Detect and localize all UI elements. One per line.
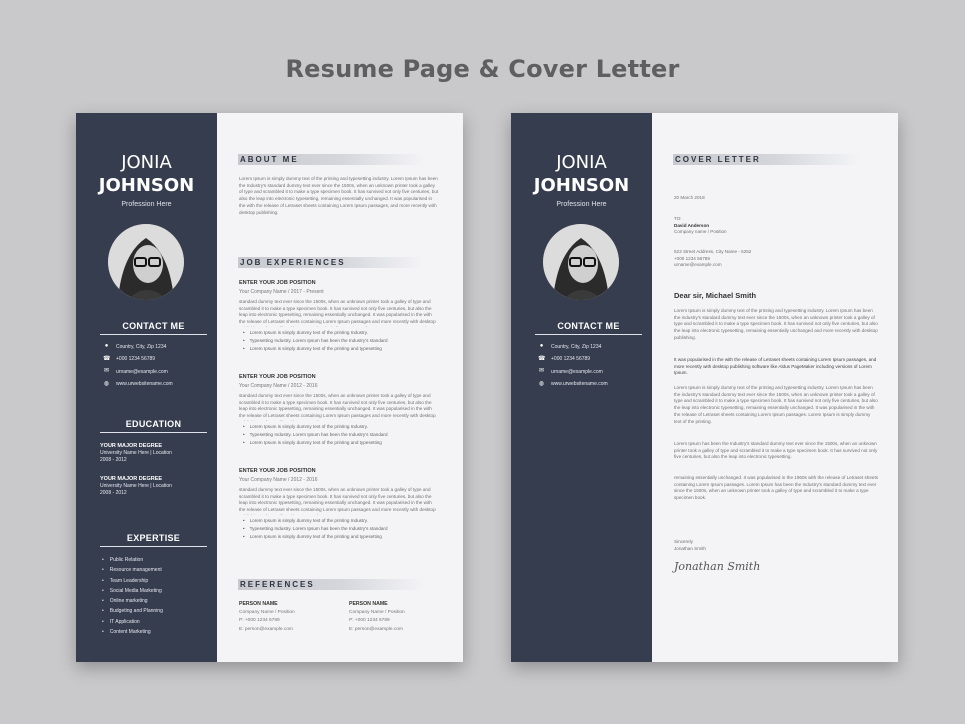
phone-icon: ☎ bbox=[538, 355, 546, 362]
job-bullet: • Lorem Ipsum is simply dummy text of the printing and typesetting bbox=[243, 345, 388, 353]
closing: Sincerely bbox=[674, 539, 693, 544]
email-icon: ✉ bbox=[538, 368, 545, 374]
contact-item bbox=[538, 381, 608, 388]
contact-text: urname@example.com bbox=[551, 368, 603, 375]
expertise-heading: EXPERTISE bbox=[100, 533, 207, 547]
profile-photo bbox=[543, 224, 619, 300]
job-bullets bbox=[243, 329, 388, 354]
letter-paragraph: Lorem Ipsum has been the Industry's standard dummy text ever since the 1500s, when an unknown printer took a galley of type and scrambled it to make a type specimen book. It has survived not only five centuries, but also the leap into electronic typesetting. bbox=[674, 441, 878, 460]
expertise-item: • Online marketing bbox=[102, 596, 163, 606]
profession: Profession Here bbox=[121, 201, 172, 208]
degree: YOUR MAJOR DEGREE bbox=[100, 443, 163, 449]
job-bullet: • Lorem Ipsum is simply dummy text of the printing Industry. bbox=[243, 329, 388, 337]
contact-text: Country, City, Zip 1234 bbox=[551, 343, 602, 350]
resume-main bbox=[217, 113, 463, 662]
resume-page bbox=[76, 113, 463, 662]
education-item bbox=[100, 443, 172, 464]
job-bullet: • Typesetting Industry. Lorem Ipsum has been the Industry's standard bbox=[243, 431, 388, 439]
location-pin-icon: ● bbox=[539, 343, 544, 349]
expertise-item: • Budgeting and Planning bbox=[102, 606, 163, 616]
job-description: standard dummy text ever since the 1500s, when an unknown printer took a galley of type and scrambled it to make a type specimen book. It has survived not only five centuries, but also the leap into electronic typesetting, remaining essentially unchanged. It was popularised in the with the release of Letraset sheets containing Lorem Ipsum passages and more recently with desktop bbox=[239, 299, 436, 325]
recipient-company: Company name / Position bbox=[674, 229, 727, 235]
profession: Profession Here bbox=[556, 201, 607, 208]
email-icon: ✉ bbox=[103, 368, 110, 374]
cover-heading: COVER LETTER bbox=[673, 154, 859, 165]
profile-photo bbox=[108, 224, 184, 300]
reference-email: E: person@example.com bbox=[239, 626, 293, 632]
contact-text: +000 1234 56789 bbox=[551, 356, 591, 362]
about-heading: ABOUT ME bbox=[238, 154, 424, 165]
contact-text: +000 1234 56789 bbox=[116, 356, 156, 362]
reference-phone: P: +000 1234 6789 bbox=[349, 618, 390, 623]
education-heading: EDUCATION bbox=[100, 419, 207, 433]
expertise-item: • Content Marketing bbox=[102, 627, 163, 637]
references-heading: REFERENCES bbox=[238, 579, 424, 590]
name-block bbox=[511, 151, 652, 197]
contact-text: urname@example.com bbox=[116, 368, 168, 375]
expertise-item: • Resource management bbox=[102, 565, 163, 575]
globe-icon: ◍ bbox=[103, 380, 110, 387]
letter-date: 20 March 2018 bbox=[674, 195, 705, 200]
greeting: Dear sir, Michael Smith bbox=[674, 291, 757, 300]
expertise-item: • Social Media Marketing bbox=[102, 586, 163, 596]
contact-item bbox=[538, 343, 601, 350]
signature: Jonathan Smith bbox=[674, 560, 761, 573]
phone-icon: ☎ bbox=[103, 355, 111, 362]
jobs-heading: JOB EXPERIENCES bbox=[238, 257, 424, 268]
globe-icon: ◍ bbox=[538, 380, 545, 387]
letter-paragraph: remaining essentially unchanged. It was popularised in the 1960s with the release of Letraset sheets containing Lorem Ipsum passages. Lorem Ipsum has been the Industry's standard dummy text ever since the 1500s, when an unknown printer took a galley of type and scrambled it to make a type specimen book. bbox=[674, 475, 879, 501]
years: 2008 - 2012 bbox=[100, 490, 127, 496]
job-bullet: • Lorem Ipsum is simply dummy text of the printing Industry. bbox=[243, 517, 388, 525]
address-phone: +000 1234 56789 bbox=[674, 255, 710, 261]
cover-letter-page bbox=[511, 113, 898, 662]
reference-email: E: person@example.com bbox=[349, 626, 403, 632]
job-bullets bbox=[243, 517, 388, 542]
page-title: Resume Page & Cover Letter bbox=[285, 55, 680, 83]
school: University Name Here | Location bbox=[100, 483, 172, 489]
address-email: urname@example.com bbox=[674, 262, 722, 268]
expertise-list bbox=[102, 555, 163, 637]
last-name: JOHNSON bbox=[98, 175, 195, 196]
contact-item bbox=[538, 368, 603, 375]
job-company: Your Company Name / 2017 - Present bbox=[239, 289, 324, 295]
about-text: Lorem Ipsum is simply dummy text of the printing and typesetting industry. Lorem Ipsum has been the Industry's standard dummy text ever since the 1500s, when an unknown printer took a galley of type and scrambled it to make a type specimen book. It has survived not only five centuries, but also the leap into electronic typesetting, remaining essentially unchanged. It was popularised in the with the release of Letraset sheets containing Lorem Ipsum passages, and more recently with desktop publishing. bbox=[239, 176, 439, 215]
contact-item bbox=[538, 356, 590, 363]
job-description: standard dummy text ever since the 1500s, when an unknown printer took a galley of type and scrambled it to make a type specimen book. It has survived not only five centuries, but also the leap into electronic typesetting, remaining essentially unchanged. It was popularised in the with the release of Letraset sheets containing Lorem Ipsum passages and more recently with desktop bbox=[239, 487, 436, 513]
address-line: 523 Street Address, City Name - 5252 bbox=[674, 249, 752, 254]
expertise-item: • Public Relation bbox=[102, 555, 163, 565]
degree: YOUR MAJOR DEGREE bbox=[100, 476, 163, 482]
resume-sidebar bbox=[76, 113, 217, 662]
contact-item bbox=[103, 381, 173, 388]
reference-name: PERSON NAME bbox=[239, 601, 278, 607]
first-name: JONIA bbox=[556, 152, 607, 173]
years: 2008 - 2012 bbox=[100, 457, 127, 463]
last-name: JOHNSON bbox=[533, 175, 630, 196]
reference-item bbox=[349, 600, 405, 634]
contact-heading: CONTACT ME bbox=[100, 321, 207, 335]
school: University Name Here | Location bbox=[100, 450, 172, 456]
cover-sidebar bbox=[511, 113, 652, 662]
letter-paragraph: Lorem Ipsum is simply dummy text of the printing and typesetting industry. Lorem Ipsum has been the industry's standard dummy text ever since the 1500s, when an unknown printer took a galley of type and scrambled it to make a type specimen book. It has survived not only five centuries, but also the leap into electronic typesetting, remaining essentially unchanged and more recently with desktop publishing. bbox=[674, 308, 878, 340]
reference-company: Company Name / Position bbox=[349, 609, 405, 615]
reference-phone: P: +000 1234 6789 bbox=[239, 618, 280, 623]
location-pin-icon: ● bbox=[104, 343, 109, 349]
letter-paragraph: Lorem Ipsum is simply dummy text of the printing and typesetting industry. Lorem Ipsum has been the industry's standard dummy text ever since the 1500s, when an unknown printer took a galley of type and scrambled it to make a type specimen book. It has survived not only five centuries, but also the leap into electronic typesetting, remaining essentially unchanged. It was popularised in the with the release of Letraset sheets containing Lorem Ipsum passages. Lorem Ipsum is simply dummy text of the printing. bbox=[674, 385, 878, 424]
job-bullet: • Lorem Ipsum is simply dummy text of the printing and typesetting bbox=[243, 439, 388, 447]
name-block bbox=[76, 151, 217, 197]
job-bullet: • Lorem Ipsum is simply dummy text of the printing and typesetting bbox=[243, 533, 388, 541]
job-bullet: • Typesetting Industry. Lorem Ipsum has been the Industry's standard bbox=[243, 337, 388, 345]
expertise-item: • IT Application bbox=[102, 617, 163, 627]
contact-item bbox=[103, 368, 168, 375]
job-company: Your Company Name / 2012 - 2016 bbox=[239, 477, 318, 483]
job-company: Your Company Name / 2012 - 2016 bbox=[239, 383, 318, 389]
job-bullet: • Lorem Ipsum is simply dummy text of the printing Industry. bbox=[243, 423, 388, 431]
job-bullet: • Typesetting Industry. Lorem Ipsum has been the Industry's standard bbox=[243, 525, 388, 533]
education-item bbox=[100, 476, 172, 497]
reference-company: Company Name / Position bbox=[239, 609, 295, 615]
closing-name: Jonathan Smith bbox=[674, 545, 706, 551]
contact-item bbox=[103, 356, 155, 363]
reference-name: PERSON NAME bbox=[349, 601, 388, 607]
contact-heading: CONTACT ME bbox=[535, 321, 642, 335]
letter-paragraph-bold: It was popularised in the with the release of Letraset sheets containing Lorem Ipsum passages, and more recently with desktop publishing software like Aldus PageMaker including versions of Lorem Ipsum. bbox=[674, 357, 877, 376]
job-bullets bbox=[243, 423, 388, 448]
reference-item bbox=[239, 600, 295, 634]
contact-text: www.urwebsitename.com bbox=[116, 381, 173, 387]
recipient-name: David Anderson bbox=[674, 222, 710, 228]
job-title: ENTER YOUR JOB POSITION bbox=[239, 280, 316, 286]
contact-text: www.urwebsitename.com bbox=[551, 381, 608, 387]
contact-text: Country, City, Zip 1234 bbox=[116, 343, 167, 350]
closing-block bbox=[674, 539, 879, 552]
first-name: JONIA bbox=[121, 152, 172, 173]
cover-main bbox=[652, 113, 898, 662]
job-description: standard dummy text ever since the 1500s, when an unknown printer took a galley of type and scrambled it to make a type specimen book. It has survived not only five centuries, but also the leap into electronic typesetting, remaining essentially unchanged. It was popularised in the with the release of Letraset sheets containing Lorem Ipsum passages and more recently with desktop bbox=[239, 393, 436, 419]
job-title: ENTER YOUR JOB POSITION bbox=[239, 374, 316, 380]
contact-item bbox=[103, 343, 166, 350]
recipient-block bbox=[674, 216, 879, 236]
to-label: TO: bbox=[674, 216, 682, 221]
address-block bbox=[674, 249, 879, 269]
expertise-item: • Team Leadership bbox=[102, 576, 163, 586]
job-title: ENTER YOUR JOB POSITION bbox=[239, 468, 316, 474]
